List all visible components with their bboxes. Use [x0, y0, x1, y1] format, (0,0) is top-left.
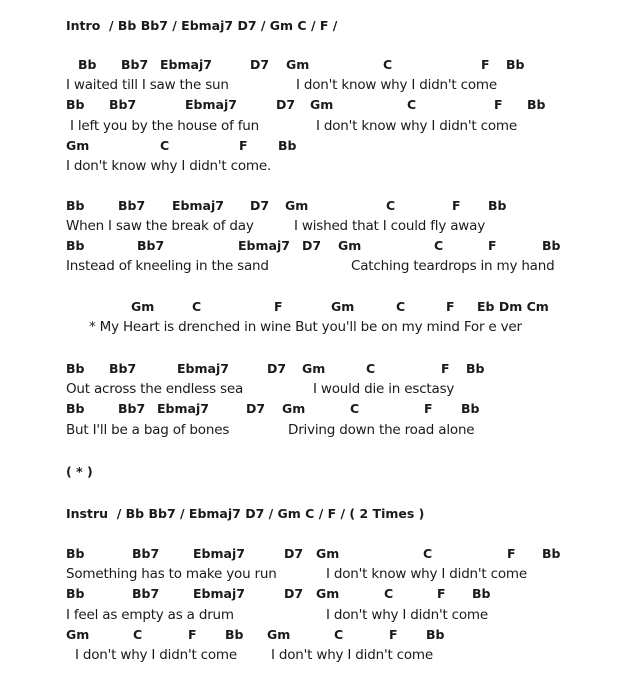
chord-label: D7 — [246, 401, 266, 416]
chord-label: Bb — [66, 238, 85, 253]
chord-label: Bb — [66, 361, 85, 376]
chord-label: Ebmaj7 — [172, 198, 224, 213]
chord-label: D7 — [250, 57, 270, 72]
chord-label: C — [434, 238, 444, 253]
chord-label: Gm — [286, 57, 310, 72]
chord-label: Bb7 — [109, 361, 137, 376]
chord-label: Gm — [131, 299, 155, 314]
chord-label: D7 — [250, 198, 270, 213]
chord-label: F — [488, 238, 497, 253]
chord-label: Bb — [506, 57, 525, 72]
chord-label: Bb — [426, 627, 445, 642]
chord-label: Gm — [302, 361, 326, 376]
chord-label: Bb — [66, 546, 85, 561]
lyric-text: I don't why I didn't come — [326, 607, 488, 623]
chord-label: D7 — [267, 361, 287, 376]
chord-label: Bb — [472, 586, 491, 601]
lyric-text: When I saw the break of day — [66, 218, 254, 234]
chord-label: C — [334, 627, 344, 642]
chord-label: Bb7 — [109, 97, 137, 112]
chord-label: Gm — [331, 299, 355, 314]
chord-label: ( * ) — [66, 464, 93, 479]
chord-label: Bb7 — [132, 546, 160, 561]
chord-label: Bb — [66, 97, 85, 112]
chord-label: F — [239, 138, 248, 153]
chord-label: F — [188, 627, 197, 642]
chord-label: Bb — [66, 586, 85, 601]
chord-label: F — [507, 546, 516, 561]
chord-label: F — [437, 586, 446, 601]
chord-label: F — [481, 57, 490, 72]
chord-label: Gm — [282, 401, 306, 416]
chord-label: C — [384, 586, 394, 601]
chord-label: Bb7 — [121, 57, 149, 72]
chord-label: Bb — [66, 401, 85, 416]
chord-label: Bb — [488, 198, 507, 213]
intro-line: Intro / Bb Bb7 / Ebmaj7 D7 / Gm C / F / — [66, 18, 338, 33]
chord-label: Bb7 — [132, 586, 160, 601]
chord-label: C — [160, 138, 170, 153]
chord-label: Bb — [225, 627, 244, 642]
lyric-text: Driving down the road alone — [288, 422, 475, 438]
chord-label: Ebmaj7 — [193, 586, 245, 601]
lyric-text: But I'll be a bag of bones — [66, 422, 230, 438]
chord-label: Gm — [316, 546, 340, 561]
chord-label: D7 — [276, 97, 296, 112]
chord-label: C — [350, 401, 360, 416]
chord-label: Bb — [461, 401, 480, 416]
chord-label: D7 — [284, 546, 304, 561]
lyric-text: I would die in esctasy — [313, 381, 455, 397]
chord-label: Bb — [66, 198, 85, 213]
chord-label: C — [407, 97, 417, 112]
lyric-text: Catching teardrops in my hand — [351, 258, 555, 274]
lyric-text: Instead of kneeling in the sand — [66, 258, 269, 274]
chord-label: Ebmaj7 — [193, 546, 245, 561]
chord-label: Ebmaj7 — [185, 97, 237, 112]
lyric-text: I don't why I didn't come — [75, 647, 237, 663]
chord-label: Bb7 — [118, 198, 146, 213]
chord-label: C — [366, 361, 376, 376]
chord-label: Bb7 — [118, 401, 146, 416]
chord-label: Bb — [78, 57, 97, 72]
chord-label: D7 — [302, 238, 322, 253]
chord-label: Gm — [66, 138, 90, 153]
lyric-text: I feel as empty as a drum — [66, 607, 234, 623]
chord-label: Gm — [267, 627, 291, 642]
chord-label: Bb — [542, 238, 561, 253]
chord-label: Gm — [338, 238, 362, 253]
lyric-text: I wished that I could fly away — [294, 218, 486, 234]
chord-label: F — [274, 299, 283, 314]
chord-label: D7 — [284, 586, 304, 601]
chord-label: Ebmaj7 — [157, 401, 209, 416]
chord-label: F — [441, 361, 450, 376]
chord-label: C — [133, 627, 143, 642]
chord-label: F — [494, 97, 503, 112]
lyric-text: Something has to make you run — [66, 566, 277, 582]
chord-label: F — [424, 401, 433, 416]
chord-label: F — [389, 627, 398, 642]
chord-label: C — [423, 546, 433, 561]
lyric-text: * My Heart is drenched in wine But you'll be on my mind For e ver — [89, 319, 522, 335]
chord-label: Ebmaj7 — [238, 238, 290, 253]
chord-label: Gm — [316, 586, 340, 601]
lyric-text: I don't know why I didn't come. — [66, 158, 272, 174]
chord-label: C — [383, 57, 393, 72]
chord-label: Bb — [466, 361, 485, 376]
chord-label: C — [396, 299, 406, 314]
lyric-text: I don't why I didn't come — [271, 647, 433, 663]
lyric-text: I don't know why I didn't come — [316, 118, 517, 134]
chord-label: C — [192, 299, 202, 314]
chord-label: Ebmaj7 — [177, 361, 229, 376]
chord-label: F — [452, 198, 461, 213]
lyric-text: I left you by the house of fun — [70, 118, 259, 134]
chord-label: Bb — [278, 138, 297, 153]
lyric-text: Out across the endless sea — [66, 381, 244, 397]
chord-label: Bb — [527, 97, 546, 112]
chord-label: Gm — [310, 97, 334, 112]
chord-label: Instru / Bb Bb7 / Ebmaj7 D7 / Gm C / F / ( 2 Times ) — [66, 506, 425, 521]
chord-label: Gm — [66, 627, 90, 642]
chord-label: F — [446, 299, 455, 314]
chord-label: Gm — [285, 198, 309, 213]
chord-label: Bb7 — [137, 238, 165, 253]
chord-label: Ebmaj7 — [160, 57, 212, 72]
lyric-text: I don't know why I didn't come — [296, 77, 497, 93]
chord-label: C — [386, 198, 396, 213]
lyric-text: I waited till I saw the sun — [66, 77, 229, 93]
chord-label: Eb Dm Cm — [477, 299, 549, 314]
chord-label: Bb — [542, 546, 561, 561]
lyric-text: I don't know why I didn't come — [326, 566, 527, 582]
